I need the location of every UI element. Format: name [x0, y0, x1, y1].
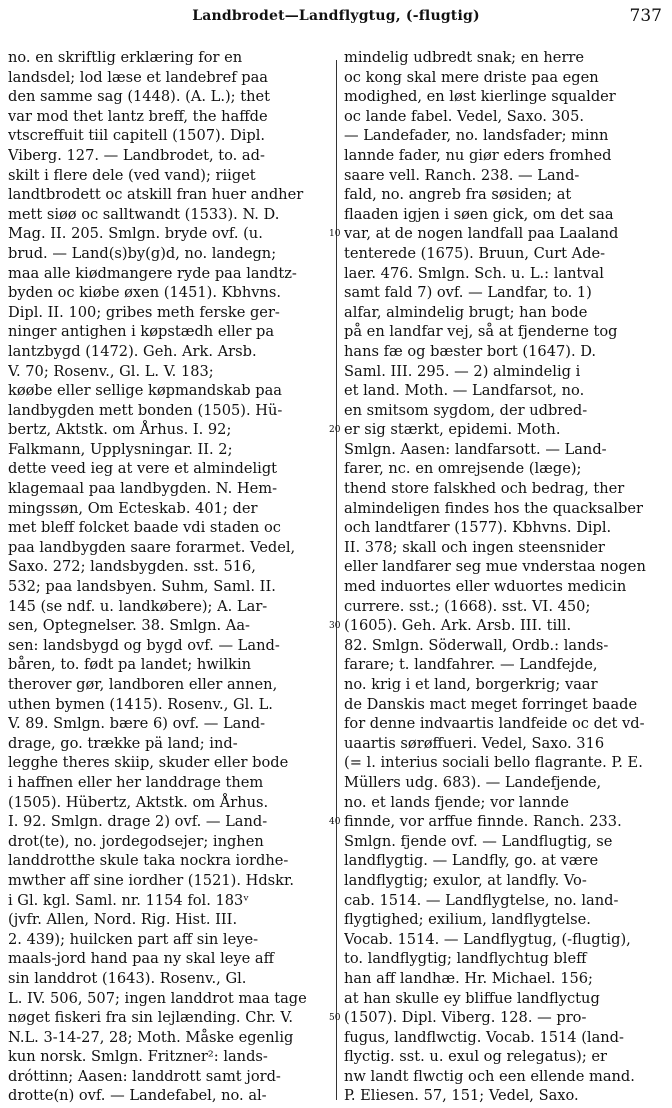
text-line: I. 92. Smlgn. drage 2) ovf. — Land- [8, 813, 268, 831]
text-line: laer. 476. Smlgn. Sch. u. L.: lantval [344, 264, 604, 282]
text-line: Vocab. 1514. — Landflygtug, (-flugtig), [344, 930, 631, 948]
text-line: V. 89. Smlgn. bære 6) ovf. — Land- [8, 715, 266, 733]
text-line: II. 378; skall och ingen steensnider [344, 538, 605, 556]
text-line: sen, Optegnelser. 38. Smlgn. Aa- [8, 617, 250, 635]
text-line: (1605). Geh. Ark. Arsb. III. till. [344, 617, 572, 635]
text-line: i Gl. kgl. Saml. nr. 1154 fol. 183ᵛ [8, 891, 249, 909]
text-line: maa alle kiødmangere ryde paa landtz- [8, 264, 297, 282]
text-line: currere. sst.; (1668). sst. VI. 450; [344, 597, 591, 615]
text-line: finnde, vor arffue finnde. Ranch. 233. [344, 813, 622, 831]
text-line: maals-jord hand paa ny skal leye aff [8, 950, 274, 968]
text-line: på en landfar vej, så at fjenderne tog [344, 323, 618, 341]
text-line: med induortes eller wduortes medicin [344, 578, 627, 596]
text-line: flygtighed; exilium, landflygtelse. [344, 911, 591, 929]
text-line: mett siøø oc salltwandt (1533). N. D. [8, 205, 280, 223]
text-line: dette veed ieg at vere et almindeligt [8, 460, 278, 478]
text-line: skilt i flere dele (ved vand); riiget [8, 166, 256, 184]
text-line: V. 70; Rosenv., Gl. L. V. 183; [8, 362, 214, 380]
text-line: båren, to. født pa landet; hwilkin [8, 656, 252, 674]
text-line: vtscreffuit tiil capitell (1507). Dipl. [8, 127, 266, 145]
right-column [344, 48, 662, 1106]
text-line: (1507). Dipl. Viberg. 128. — pro- [344, 1009, 587, 1027]
text-line: N.L. 3-14-27, 28; Moth. Måske egenlig [8, 1028, 294, 1046]
text-line: for denne indvaartis landfeide oc det vd- [344, 715, 645, 733]
text-line: landtbrodett oc atskill fran huer andher [8, 186, 304, 204]
text-line: paa landbygden saare forarmet. Vedel, [8, 538, 296, 556]
page-number: 737 [629, 6, 662, 26]
text-line: P. Eliesen. 57, 151; Vedel, Saxo. [344, 1087, 579, 1105]
text-line: oc kong skal mere driste paa egen [344, 68, 599, 86]
text-line: oc lande fabel. Vedel, Saxo. 305. [344, 107, 584, 125]
text-line: ninger antighen i køpstædh eller pa [8, 323, 275, 341]
text-line: den samme sag (1448). (A. L.); thet [8, 88, 270, 106]
line-number: 30 [329, 621, 341, 632]
text-line: uaartis sørøffueri. Vedel, Saxo. 316 [344, 734, 605, 752]
text-line: drage, go. trække pä land; ind- [8, 734, 238, 752]
text-line: en smitsom sygdom, der udbred- [344, 401, 588, 419]
text-line: køøbe eller sellige køpmandskab paa [8, 382, 283, 400]
text-line: dróttinn; Aasen: landdrott samt jord- [8, 1067, 281, 1085]
text-line: klagemaal paa landbygden. N. Hem- [8, 480, 278, 498]
text-line: farer, nc. en omrejsende (læge); [344, 460, 582, 478]
text-line: cab. 1514. — Landflygtelse, no. land- [344, 891, 619, 909]
line-number: 40 [329, 817, 341, 828]
text-line: 145 (se ndf. u. landkøbere); A. Lar- [8, 597, 268, 615]
text-line: lantzbygd (1472). Geh. Ark. Arsb. [8, 342, 257, 360]
text-line: Dipl. II. 100; gribes meth ferske ger- [8, 303, 280, 321]
text-line: drot(te), no. jordegodsejer; inghen [8, 832, 264, 850]
text-line: flaaden igjen i søen gick, om det saa [344, 205, 614, 223]
text-line: (= l. interius sociali bello flagrante. P. E. [344, 754, 643, 772]
text-line: lannde fader, nu giør eders fromhed [344, 146, 612, 164]
text-line: brud. — Land(s)by(g)d, no. landegn; [8, 244, 277, 262]
text-line: Smlgn. fjende ovf. — Landflugtig, se [344, 832, 613, 850]
line-number: 20 [329, 425, 341, 436]
text-line: et land. Moth. — Landfarsot, no. [344, 382, 585, 400]
text-line: landflygtig; exulor, at landfly. Vo- [344, 871, 587, 889]
text-line: han aff landhæ. Hr. Michael. 156; [344, 969, 593, 987]
text-line: no. et lands fjende; vor lannde [344, 793, 569, 811]
text-line: met bleff folcket baade vdi staden oc [8, 519, 281, 537]
text-line: at han skulle ey bliffue landflyctug [344, 989, 600, 1007]
text-line: L. IV. 506, 507; ingen landdrot maa tage [8, 989, 307, 1007]
text-line: och landtfarer (1577). Kbhvns. Dipl. [344, 519, 612, 537]
text-line: Mag. II. 205. Smlgn. bryde ovf. (u. [8, 225, 263, 243]
text-line: alfar, almindelig brugt; han bode [344, 303, 588, 321]
text-line: bertz, Aktstk. om Århus. I. 92; [8, 421, 232, 439]
text-line: 2. 439); huilcken part aff sin leye- [8, 930, 259, 948]
text-line: Saxo. 272; landsbygden. sst. 516, [8, 558, 256, 576]
text-line: drotte(n) ovf. — Landefabel, no. al- [8, 1087, 267, 1105]
line-number: 10 [329, 229, 341, 240]
text-line: mwther aff sine iordher (1521). Hdskr. [8, 871, 295, 889]
left-column [8, 48, 326, 1106]
text-line: 532; paa landsbyen. Suhm, Saml. II. [8, 578, 276, 596]
text-line: Smlgn. Aasen: landfarsott. — Land- [344, 440, 607, 458]
page-header [0, 6, 672, 30]
text-line: Falkmann, Upplysningar. II. 2; [8, 440, 233, 458]
text-line: de Danskis mact meget forringet baade [344, 695, 638, 713]
text-line: fald, no. angreb fra søsiden; at [344, 186, 572, 204]
text-line: therover gør, landboren eller annen, [8, 676, 278, 693]
text-line: landflygtig. — Landfly, go. at være [344, 852, 599, 870]
text-line: nøget fiskeri fra sin lejlænding. Chr. V. [8, 1009, 294, 1027]
text-line: byden oc kiøbe øxen (1451). Kbhvns. [8, 284, 282, 302]
text-line: Viberg. 127. — Landbrodet, to. ad- [8, 146, 265, 164]
text-line: eller landfarer seg mue vnderstaa nogen [344, 558, 646, 576]
text-line: var mod thet lantz breff, the haffde [8, 107, 268, 125]
text-line: var, at de nogen landfall paa Laaland [344, 225, 619, 243]
text-line: i haffnen eller her landdrage them [8, 773, 264, 791]
text-line: hans fæ og bæster bort (1647). D. [344, 342, 597, 360]
text-line: (jvfr. Allen, Nord. Rig. Hist. III. [8, 911, 238, 929]
text-line: — Landefader, no. landsfader; minn [344, 127, 609, 145]
text-line: saare vell. Ranch. 238. — Land- [344, 166, 580, 184]
text-line: legghe theres skiip, skuder eller bode [8, 754, 289, 772]
text-line: no. krig i et land, borgerkrig; vaar [344, 676, 598, 693]
text-line: to. landflygtig; landflychtug bleff [344, 950, 587, 968]
text-line: er sig stærkt, epidemi. Moth. [344, 421, 561, 439]
text-line: landbygden mett bonden (1505). Hü- [8, 401, 283, 419]
text-line: fugus, landflwctig. Vocab. 1514 (land- [344, 1028, 624, 1046]
text-line: modighed, en løst kierlinge squalder [344, 88, 616, 106]
text-line: samt fald 7) ovf. — Landfar, to. 1) [344, 284, 592, 302]
text-line: uthen bymen (1415). Rosenv., Gl. L. [8, 695, 273, 713]
line-number: 50 [329, 1013, 341, 1024]
text-line: sin landdrot (1643). Rosenv., Gl. [8, 969, 247, 987]
text-line: mindelig udbredt snak; en herre [344, 49, 585, 66]
text-line: kun norsk. Smlgn. Fritzner²: lands- [8, 1048, 268, 1066]
text-line: almindeligen findes hos the quacksalber [344, 499, 643, 517]
column-divider [336, 60, 337, 1100]
text-line: 82. Smlgn. Söderwall, Ordb.: lands- [344, 636, 609, 654]
text-line: mingssøn, Om Ecteskab. 401; der [8, 499, 258, 517]
text-line: landsdel; lod læse et landebref paa [8, 68, 269, 86]
text-line: nw landt flwctig och een ellende mand. [344, 1067, 635, 1085]
text-line: flyctig. sst. u. exul og relegatus); er [344, 1048, 608, 1066]
text-line: (1505). Hübertz, Aktstk. om Århus. [8, 793, 269, 811]
text-line: sen: landsbygd og bygd ovf. — Land- [8, 636, 280, 654]
text-line: farare; t. landfahrer. — Landfejde, [344, 656, 598, 674]
running-head: Landbrodet—Landflygtug, (-flugtig) [192, 8, 480, 24]
text-line: tenterede (1675). Bruun, Curt Ade- [344, 244, 606, 262]
text-line: thend store falskhed och bedrag, ther [344, 480, 625, 498]
text-line: Saml. III. 295. — 2) almindelig i [344, 362, 581, 380]
text-line: landdrotthe skule taka nockra iordhe- [8, 852, 289, 870]
text-line: no. en skriftlig erklæring for en [8, 49, 243, 66]
text-line: Müllers udg. 683). — Landefjende, [344, 773, 602, 791]
